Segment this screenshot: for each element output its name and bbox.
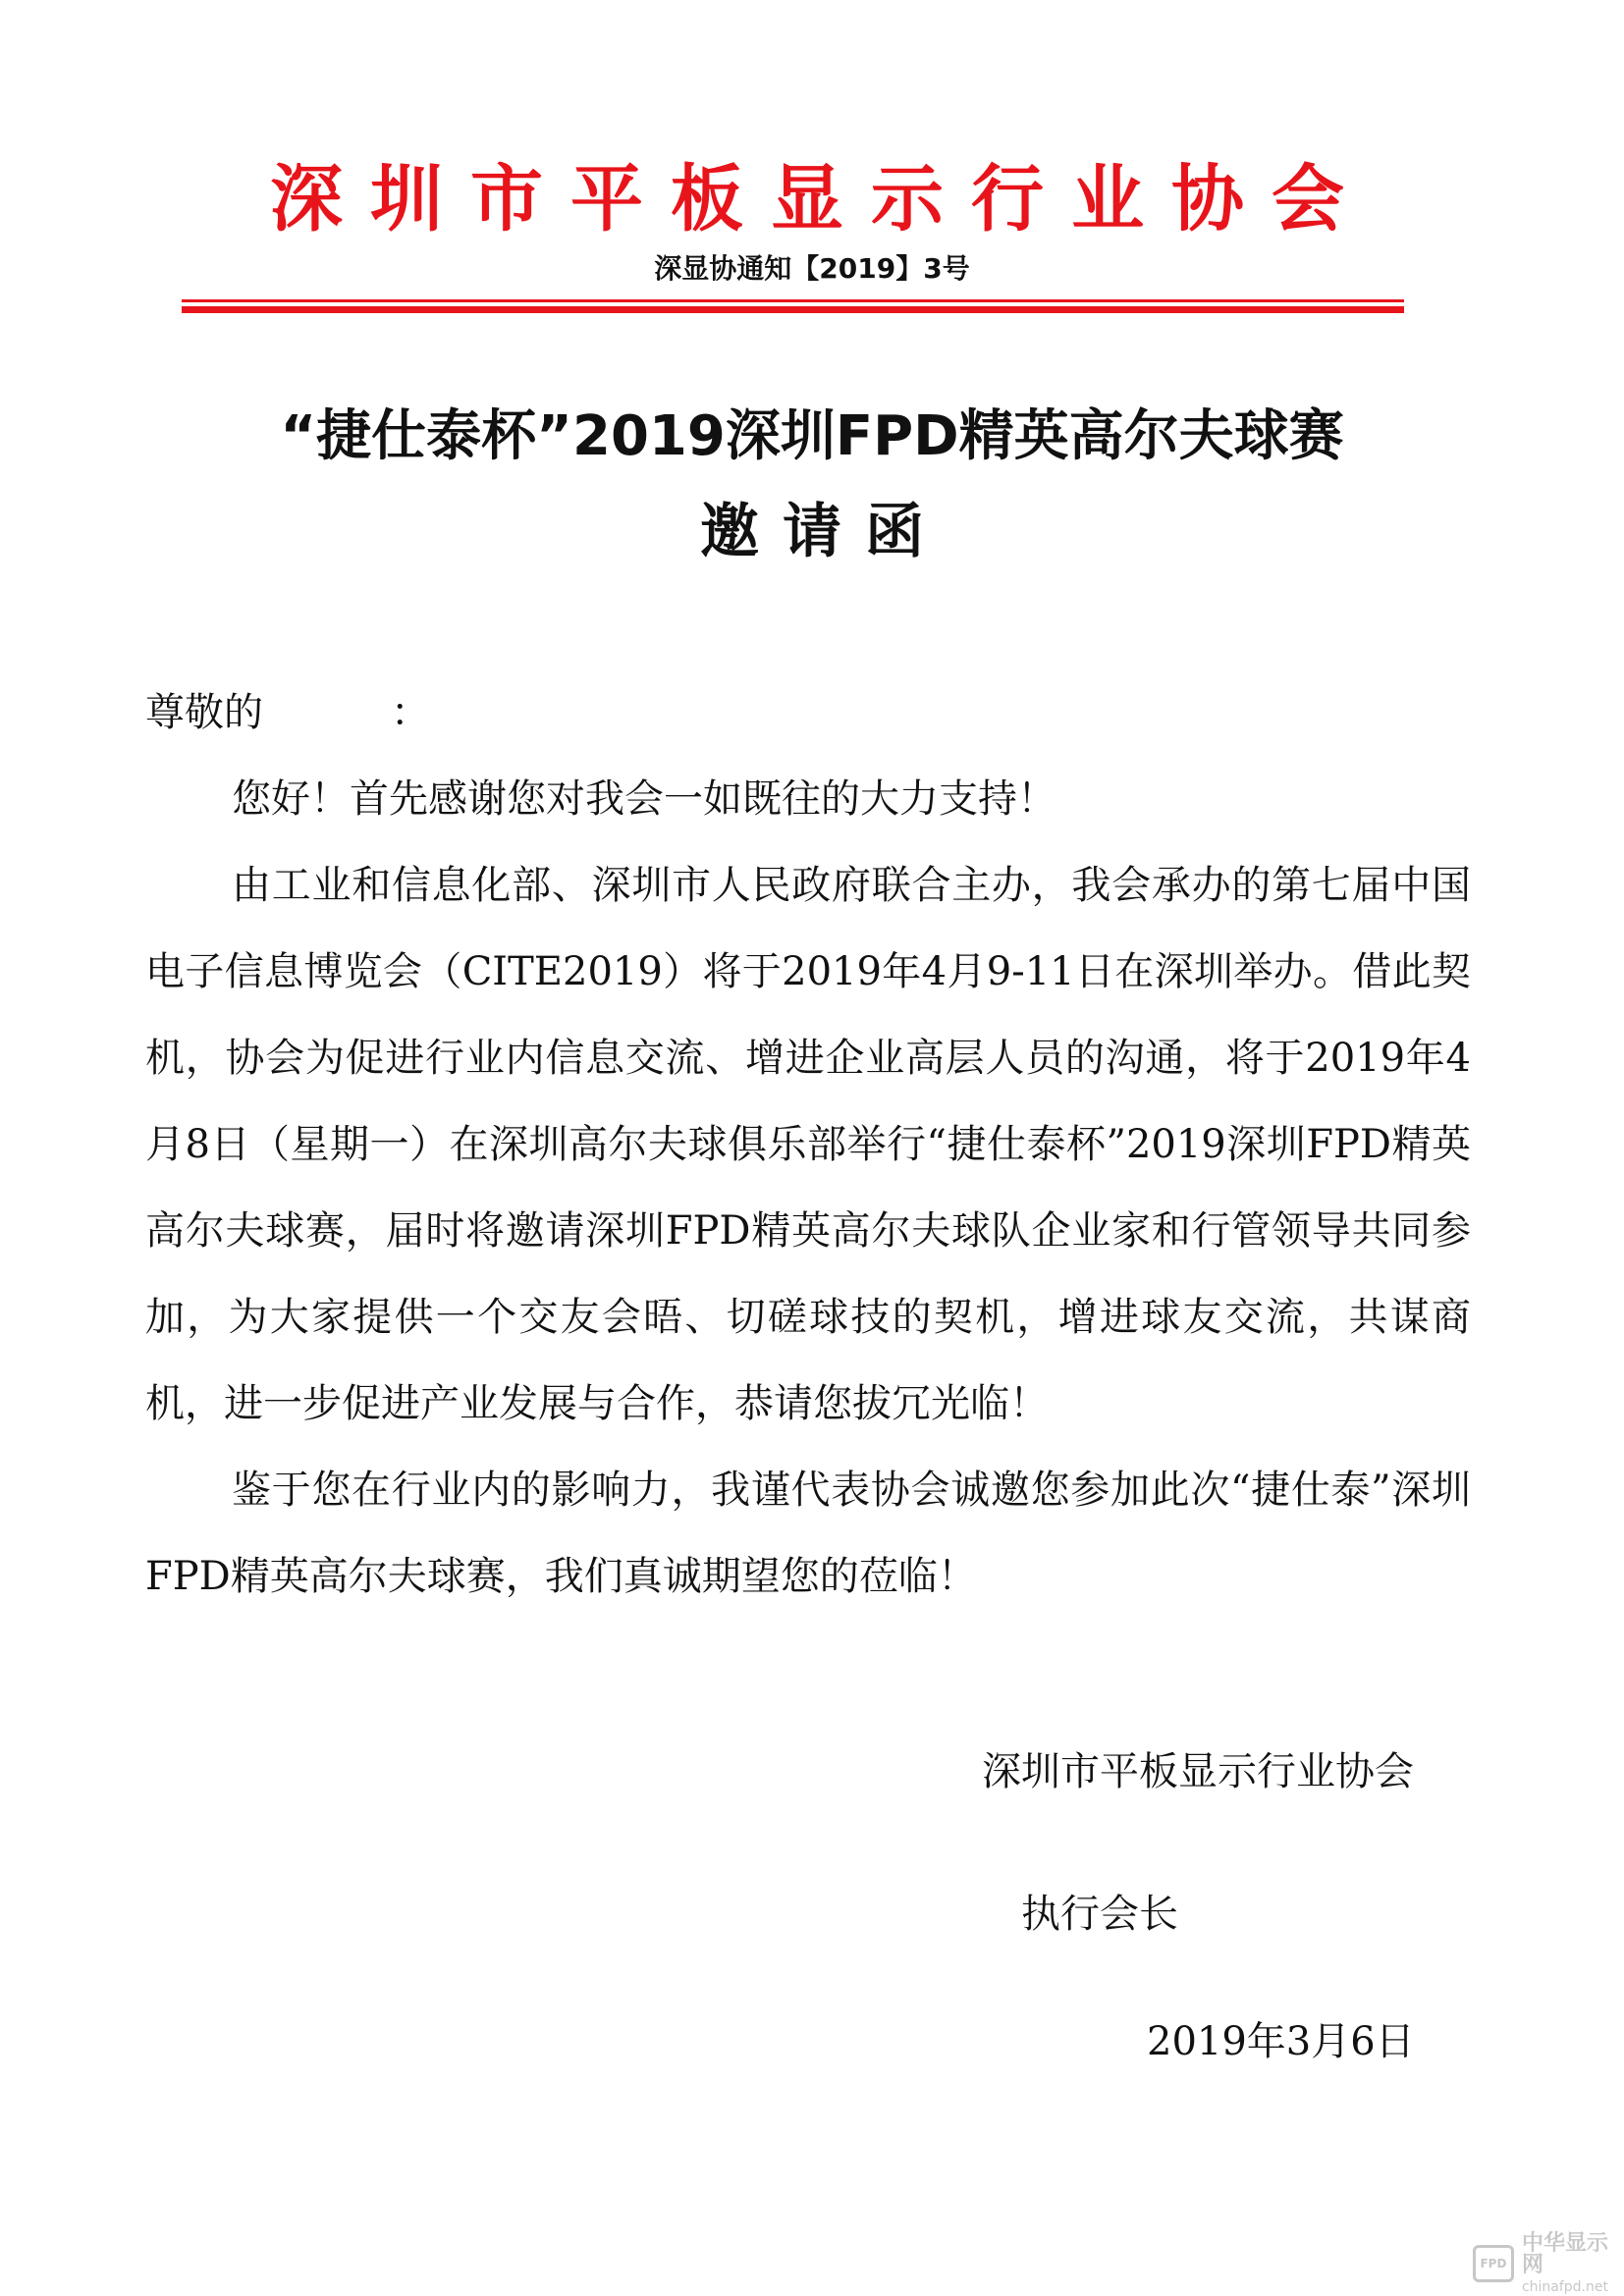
salutation — [145, 669, 1471, 756]
document-subtitle: 邀请函 — [700, 498, 947, 566]
document-number: 深显协通知【2019】3号 — [654, 252, 970, 285]
header-divider-thick — [182, 306, 1404, 313]
watermark-domain: chinafpd.net — [1521, 2279, 1608, 2295]
paragraph-greeting: 您好！首先感谢您对我会一如既往的大力支持！ — [232, 776, 1056, 822]
paragraph-event-details: 由工业和信息化部、深圳市人民政府联合主办，我会承办的第七届中国电子信息博览会（CITE2019）将于2019年4月9-11日在深圳举办。借此契机，协会为促进行业内信息交流、增进企业高层人员的沟通，将于2019年4月8日（星期一）在深圳高尔夫球俱乐部举行“捷仕泰杯”2019深圳FPD精英高尔夫球赛，届时将邀请深圳FPD精英高尔夫球队企业家和行管领导共同参加，为大家提供一个交友会晤、切磋球技的契机，增进球友交流，共谋商机，进一步促进产业发展与合作，恭请您拔冗光临！ — [145, 863, 1471, 1426]
letter-body — [145, 669, 1471, 1620]
site-watermark — [1473, 2233, 1624, 2294]
salutation-prefix: 尊敬的 — [145, 690, 263, 735]
salutation-suffix: ： — [391, 690, 430, 735]
signature-date: 2019年3月6日 — [1147, 2019, 1415, 2064]
signature-organization: 深圳市平板显示行业协会 — [982, 1749, 1414, 1794]
document-title: “捷仕泰杯”2019深圳FPD精英高尔夫球赛 — [280, 404, 1344, 468]
signature-role: 执行会长 — [1021, 1892, 1178, 1937]
header-divider-thin — [182, 299, 1404, 302]
watermark-name: 中华显示网 — [1521, 2231, 1608, 2277]
paragraph-invitation: 鉴于您在行业内的影响力，我谨代表协会诚邀您参加此次“捷仕泰”深圳FPD精英高尔夫球赛，我们真诚期望您的莅临！ — [145, 1468, 1471, 1599]
watermark-logo-icon: FPD — [1473, 2245, 1514, 2282]
organization-header: 深圳市平板显示行业协会 — [270, 157, 1372, 241]
